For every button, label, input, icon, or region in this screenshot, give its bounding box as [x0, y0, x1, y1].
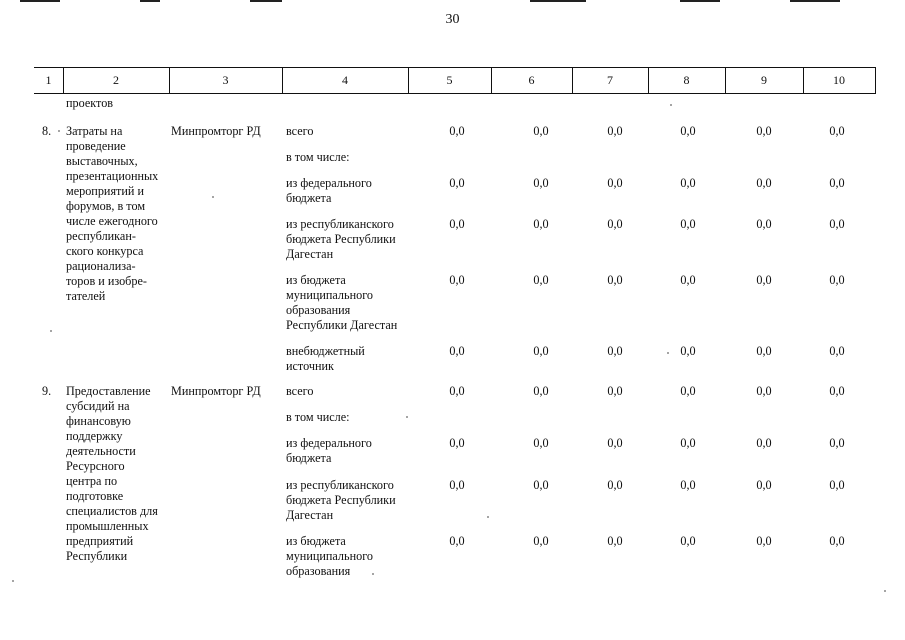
measure-name-line: финансовую: [66, 414, 131, 428]
value-cell: 0,0: [829, 273, 845, 287]
value-cell: 0,0: [533, 534, 549, 548]
page-number: 30: [445, 12, 460, 27]
measure-name-line: ского конкурса: [66, 244, 144, 258]
funding-source: всего: [286, 124, 314, 138]
value-cell: 0,0: [449, 478, 465, 492]
scan-edge-mark: [140, 0, 160, 2]
continued-text: проектов: [66, 96, 114, 110]
header-cell-3: 3: [222, 73, 229, 87]
scan-speck: [372, 573, 374, 575]
vline: [875, 68, 876, 93]
header-cell-6: 6: [528, 73, 535, 87]
measure-name-line: выставочных,: [66, 154, 138, 168]
funding-source: бюджета: [286, 191, 332, 205]
header-cell-9: 9: [761, 73, 767, 87]
value-cell: 0,0: [607, 344, 623, 358]
scan-speck: [406, 416, 408, 418]
value-cell: 0,0: [449, 534, 465, 548]
value-cell: 0,0: [829, 217, 845, 231]
measure-name-line: субсидий на: [66, 399, 130, 413]
funding-source: всего: [286, 384, 314, 398]
measure-name-line: республикан-: [66, 229, 136, 243]
value-cell: 0,0: [756, 124, 772, 138]
row-number: 8.: [42, 124, 52, 138]
value-cell: 0,0: [533, 176, 549, 190]
measure-name-line: Предоставление: [66, 384, 151, 398]
value-cell: 0,0: [607, 534, 623, 548]
funding-source: источник: [286, 359, 334, 373]
value-cell: 0,0: [449, 176, 465, 190]
funding-source: из республиканского: [286, 217, 394, 231]
value-cell: 0,0: [533, 344, 549, 358]
funding-source: из республиканского: [286, 478, 394, 492]
header-cell-10: 10: [833, 73, 845, 87]
value-cell: 0,0: [756, 534, 772, 548]
scan-speck: [212, 196, 214, 198]
value-cell: 0,0: [607, 176, 623, 190]
funding-source: бюджета Республики: [286, 232, 396, 246]
value-cell: 0,0: [607, 384, 623, 398]
measure-name-line: презентационных: [66, 169, 159, 183]
measure-name-line: Затраты на: [66, 124, 123, 138]
value-cell: 0,0: [680, 436, 696, 450]
measure-name-line: центра по: [66, 474, 118, 488]
value-cell: 0,0: [829, 176, 845, 190]
value-cell: 0,0: [829, 436, 845, 450]
value-cell: 0,0: [607, 273, 623, 287]
value-cell: 0,0: [533, 436, 549, 450]
header-cell-5: 5: [446, 73, 453, 87]
value-cell: 0,0: [829, 478, 845, 492]
scan-edge-mark: [250, 0, 282, 2]
value-cell: 0,0: [607, 478, 623, 492]
measure-name-line: деятельности: [66, 444, 136, 458]
scan-speck: [50, 330, 52, 332]
funding-source: Республики Дагестан: [286, 318, 398, 332]
scan-edge-mark: [790, 0, 840, 2]
value-cell: 0,0: [680, 124, 696, 138]
value-cell: 0,0: [680, 534, 696, 548]
header-cell-1: 1: [45, 73, 52, 87]
table-header: [34, 67, 876, 94]
value-cell: 0,0: [607, 124, 623, 138]
value-cell: 0,0: [607, 217, 623, 231]
value-cell: 0,0: [533, 478, 549, 492]
funding-source: муниципального: [286, 549, 373, 563]
measure-name-line: подготовке: [66, 489, 124, 503]
value-cell: 0,0: [756, 478, 772, 492]
funding-source: внебюджетный: [286, 344, 365, 358]
scan-speck: [487, 516, 489, 518]
value-cell: 0,0: [449, 344, 465, 358]
funding-source: бюджета: [286, 451, 332, 465]
funding-source: муниципального: [286, 288, 373, 302]
funding-source: из федерального: [286, 176, 372, 190]
measure-name-line: специалистов для: [66, 504, 158, 518]
scan-speck: [12, 580, 14, 582]
scan-speck: [670, 104, 672, 106]
measure-name-line: числе ежегодного: [66, 214, 158, 228]
funding-source: образования: [286, 303, 351, 317]
funding-source: Дагестан: [286, 508, 334, 522]
value-cell: 0,0: [449, 124, 465, 138]
measure-name-line: торов и изобре-: [66, 274, 147, 288]
header-cell-2: 2: [113, 73, 119, 87]
measure-name-line: форумов, в том: [66, 199, 146, 213]
scan-speck: [667, 352, 669, 354]
value-cell: 0,0: [533, 384, 549, 398]
funding-source: образования: [286, 564, 351, 578]
measure-name-line: промышленных: [66, 519, 149, 533]
measure-name-line: проведение: [66, 139, 126, 153]
scan-edge-mark: [20, 0, 60, 2]
value-cell: 0,0: [449, 436, 465, 450]
value-cell: 0,0: [607, 436, 623, 450]
funding-source: из бюджета: [286, 534, 346, 548]
value-cell: 0,0: [829, 534, 845, 548]
measure-name-line: тателей: [66, 289, 106, 303]
measure-name-line: Республики: [66, 549, 128, 563]
value-cell: 0,0: [680, 384, 696, 398]
executor: Минпромторг РД: [171, 124, 261, 138]
scan-speck: [58, 130, 60, 132]
value-cell: 0,0: [756, 344, 772, 358]
header-cell-4: 4: [342, 73, 348, 87]
measure-name: [66, 384, 158, 564]
header-cell-7: 7: [607, 73, 613, 87]
value-cell: 0,0: [756, 273, 772, 287]
measure-name: [66, 124, 158, 304]
value-cell: 0,0: [680, 273, 696, 287]
value-cell: 0,0: [533, 217, 549, 231]
row-number: 9.: [42, 384, 52, 398]
value-cell: 0,0: [756, 176, 772, 190]
value-cell: 0,0: [756, 384, 772, 398]
value-cell: 0,0: [533, 273, 549, 287]
value-cell: 0,0: [449, 217, 465, 231]
funding-source: из федерального: [286, 436, 372, 450]
value-cell: 0,0: [829, 124, 845, 138]
value-cell: 0,0: [449, 273, 465, 287]
measure-name-line: Ресурсного: [66, 459, 125, 473]
measure-name-line: поддержку: [66, 429, 123, 443]
value-cell: 0,0: [756, 436, 772, 450]
header-cell-8: 8: [683, 73, 690, 87]
value-cell: 0,0: [680, 217, 696, 231]
executor: Минпромторг РД: [171, 384, 261, 398]
scan-edge-mark: [680, 0, 720, 2]
value-cell: 0,0: [449, 384, 465, 398]
funding-source: в том числе:: [286, 410, 350, 424]
value-cell: 0,0: [680, 176, 696, 190]
value-cell: 0,0: [756, 217, 772, 231]
measure-name-line: мероприятий и: [66, 184, 144, 198]
funding-source: Дагестан: [286, 247, 334, 261]
funding-source: бюджета Республики: [286, 493, 396, 507]
measure-name-line: предприятий: [66, 534, 134, 548]
funding-source: из бюджета: [286, 273, 346, 287]
value-cell: 0,0: [829, 344, 845, 358]
funding-source: в том числе:: [286, 150, 350, 164]
value-cell: 0,0: [533, 124, 549, 138]
scan-edge-mark: [530, 0, 586, 2]
value-cell: 0,0: [680, 344, 696, 358]
scan-speck: [884, 590, 886, 592]
measure-name-line: рационализа-: [66, 259, 136, 273]
value-cell: 0,0: [680, 478, 696, 492]
value-cell: 0,0: [829, 384, 845, 398]
